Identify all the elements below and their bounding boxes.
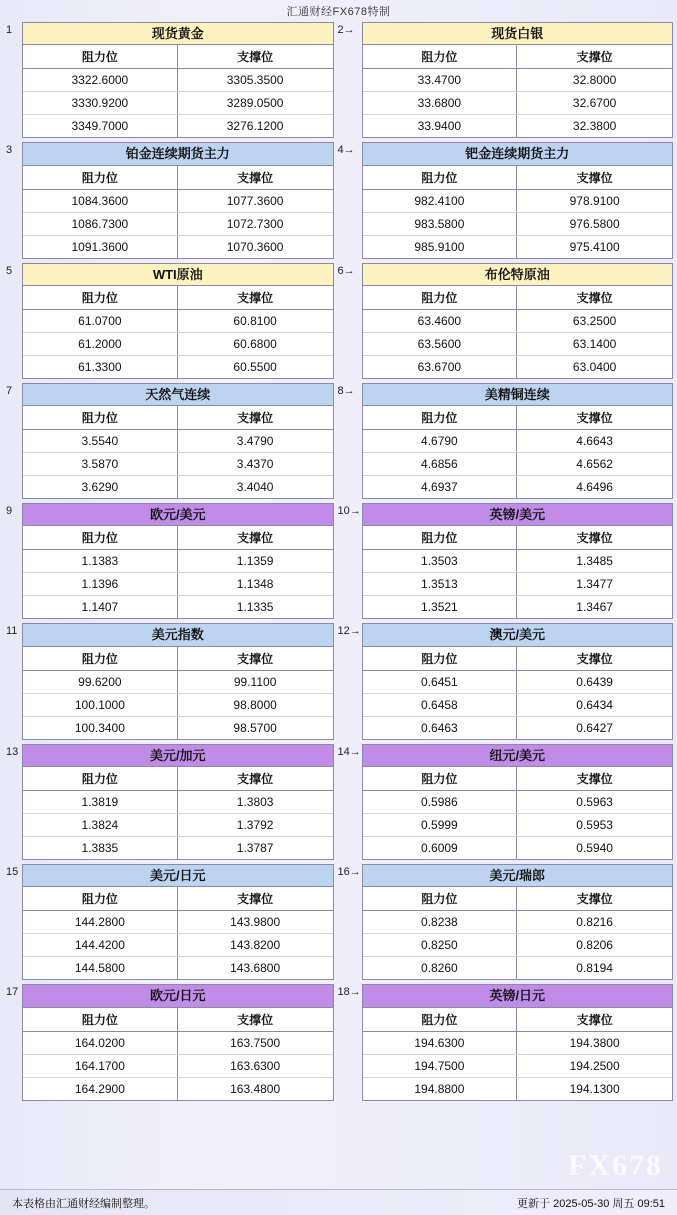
- card-title: 天然气连续: [23, 384, 333, 406]
- resistance-value: 1091.3600: [23, 236, 178, 258]
- card-title: 美元/日元: [23, 865, 333, 887]
- resistance-value: 3330.9200: [23, 92, 178, 114]
- card-title: 现货黄金: [23, 23, 333, 45]
- footer-source-note: 本表格由汇通财经编制整理。: [12, 1197, 155, 1210]
- support-value: 63.1400: [572, 336, 617, 351]
- column-header-support: 支撑位: [237, 170, 274, 185]
- resistance-value: 1.3824: [23, 814, 178, 836]
- table-row: [363, 114, 673, 137]
- resistance-value: 164.1700: [23, 1055, 178, 1077]
- support-value: 1072.7300: [226, 216, 284, 231]
- column-header-support: 支撑位: [237, 772, 274, 787]
- table-row: [363, 310, 673, 332]
- resistance-value: 0.5986: [363, 791, 518, 813]
- column-header-resistance: 阻力位: [23, 166, 178, 189]
- resistance-value: 3.5870: [23, 453, 178, 475]
- support-value: 63.0400: [572, 359, 617, 374]
- support-value: 1.3477: [576, 577, 613, 592]
- table-row: [23, 475, 333, 498]
- card-title: WTI原油: [23, 264, 333, 286]
- resistance-value: 1.1383: [23, 550, 178, 572]
- table-row: [363, 69, 673, 91]
- table-row: [23, 1054, 333, 1077]
- table-row: [23, 452, 333, 475]
- resistance-value: 1.3819: [23, 791, 178, 813]
- resistance-value: 982.4100: [363, 190, 518, 212]
- quote-card: [362, 984, 674, 1100]
- table-row: [363, 791, 673, 813]
- card-title: 现货白银: [363, 23, 673, 45]
- column-header-resistance: 阻力位: [363, 166, 518, 189]
- resistance-value: 194.7500: [363, 1055, 518, 1077]
- resistance-value: 194.6300: [363, 1032, 518, 1054]
- quote-card: [22, 623, 334, 739]
- table-row: [363, 332, 673, 355]
- resistance-value: 0.8260: [363, 957, 518, 979]
- support-value: 0.6427: [576, 720, 613, 735]
- column-header-resistance: 阻力位: [363, 286, 518, 309]
- resistance-value: 3.6290: [23, 476, 178, 498]
- quote-card: [22, 503, 334, 619]
- column-header-resistance: 阻力位: [23, 887, 178, 910]
- column-header-support: 支撑位: [576, 50, 613, 65]
- support-value: 32.8000: [572, 73, 617, 88]
- column-header-support: 支撑位: [576, 772, 613, 787]
- column-header-resistance: 阻力位: [363, 1008, 518, 1031]
- resistance-value: 144.2800: [23, 911, 178, 933]
- column-header-resistance: 阻力位: [23, 406, 178, 429]
- table-row: [23, 693, 333, 716]
- card-title: 钯金连续期货主力: [363, 143, 673, 165]
- resistance-value: 164.0200: [23, 1032, 178, 1054]
- support-value: 4.6643: [576, 434, 613, 449]
- support-value: 98.8000: [233, 697, 277, 712]
- support-value: 1070.3600: [226, 239, 284, 254]
- column-header-support: 支撑位: [576, 651, 613, 666]
- table-row: [363, 91, 673, 114]
- table-row: [23, 836, 333, 859]
- card-title: 欧元/日元: [23, 985, 333, 1007]
- support-value: 3289.0500: [226, 96, 284, 111]
- support-value: 0.8194: [576, 961, 613, 976]
- table-row: [363, 235, 673, 258]
- table-row: [363, 1077, 673, 1100]
- table-row: [23, 114, 333, 137]
- resistance-value: 0.6451: [363, 671, 518, 693]
- table-row: [23, 911, 333, 933]
- support-value: 978.9100: [569, 193, 620, 208]
- quote-card: [362, 744, 674, 860]
- card-title: 英镑/日元: [363, 985, 673, 1007]
- page-header-title: 汇通财经FX678特制: [286, 6, 391, 18]
- resistance-value: 100.3400: [23, 717, 178, 739]
- resistance-value: 33.4700: [363, 69, 518, 91]
- table-row: [363, 595, 673, 618]
- support-value: 976.5800: [569, 216, 620, 231]
- quote-card: [22, 864, 334, 980]
- column-header-resistance: 阻力位: [363, 767, 518, 790]
- column-header-resistance: 阻力位: [23, 647, 178, 670]
- page-footer: [0, 1189, 677, 1215]
- column-header-support: 支撑位: [576, 892, 613, 907]
- card-index: 3: [6, 144, 13, 157]
- resistance-value: 63.6700: [363, 356, 518, 378]
- support-value: 163.4800: [230, 1081, 281, 1096]
- quote-card: [22, 22, 334, 138]
- support-value: 143.6800: [230, 961, 281, 976]
- table-row: [363, 836, 673, 859]
- support-value: 63.2500: [572, 313, 617, 328]
- support-value: 1.3485: [576, 554, 613, 569]
- card-index: 12→: [337, 625, 361, 638]
- support-value: 143.9800: [230, 915, 281, 930]
- column-header-resistance: 阻力位: [363, 45, 518, 68]
- column-header-support: 支撑位: [237, 1012, 274, 1027]
- card-index: 15: [6, 866, 19, 879]
- table-row: [23, 212, 333, 235]
- support-value: 60.6800: [233, 336, 277, 351]
- resistance-value: 0.6009: [363, 837, 518, 859]
- support-value: 3305.3500: [226, 73, 284, 88]
- support-value: 1077.3600: [226, 193, 284, 208]
- column-header-support: 支撑位: [237, 50, 274, 65]
- table-row: [23, 716, 333, 739]
- resistance-value: 3322.6000: [23, 69, 178, 91]
- table-row: [23, 1077, 333, 1100]
- resistance-value: 983.5800: [363, 213, 518, 235]
- table-row: [363, 430, 673, 452]
- card-index: 1: [6, 24, 13, 36]
- resistance-value: 33.6800: [363, 92, 518, 114]
- support-value: 1.1359: [236, 554, 274, 569]
- resistance-value: 33.9400: [363, 115, 518, 137]
- resistance-value: 61.0700: [23, 310, 178, 332]
- resistance-value: 3.5540: [23, 430, 178, 452]
- support-value: 60.5500: [233, 359, 277, 374]
- support-value: 60.8100: [233, 313, 277, 328]
- support-value: 32.6700: [572, 96, 617, 111]
- column-header-resistance: 阻力位: [363, 406, 518, 429]
- resistance-value: 0.5999: [363, 814, 518, 836]
- card-index: 18→: [337, 986, 361, 999]
- card-title: 欧元/美元: [23, 504, 333, 526]
- table-row: [363, 355, 673, 378]
- support-value: 32.3800: [572, 119, 617, 134]
- support-value: 1.3803: [236, 795, 274, 810]
- card-index: 13: [6, 745, 19, 758]
- table-row: [363, 452, 673, 475]
- resistance-value: 0.6463: [363, 717, 518, 739]
- card-title: 铂金连续期货主力: [23, 143, 333, 165]
- table-row: [363, 911, 673, 933]
- support-value: 1.3792: [236, 818, 274, 833]
- table-row: [363, 1054, 673, 1077]
- resistance-value: 144.4200: [23, 934, 178, 956]
- support-value: 975.4100: [569, 239, 620, 254]
- card-title: 英镑/美元: [363, 504, 673, 526]
- table-row: [23, 355, 333, 378]
- resistance-value: 1.3503: [363, 550, 518, 572]
- table-row: [23, 572, 333, 595]
- table-row: [23, 956, 333, 979]
- resistance-value: 1084.3600: [23, 190, 178, 212]
- support-value: 98.5700: [233, 720, 277, 735]
- quote-card: [22, 984, 334, 1100]
- column-header-support: 支撑位: [576, 411, 613, 426]
- card-index: 11: [6, 625, 18, 638]
- card-index: 14→: [337, 745, 361, 758]
- support-value: 4.6562: [576, 457, 613, 472]
- card-index: 9: [6, 505, 13, 518]
- support-value: 1.3467: [576, 600, 613, 615]
- support-value: 194.1300: [569, 1081, 620, 1096]
- resistance-value: 3349.7000: [23, 115, 178, 137]
- resistance-value: 1.1407: [23, 596, 178, 618]
- card-index: 7: [6, 384, 13, 397]
- column-header-resistance: 阻力位: [23, 526, 178, 549]
- table-row: [363, 671, 673, 693]
- resistance-value: 1.3513: [363, 573, 518, 595]
- card-title: 布伦特原油: [363, 264, 673, 286]
- card-index: 17: [6, 986, 19, 999]
- support-value: 163.7500: [230, 1035, 281, 1050]
- support-value: 0.5963: [576, 795, 613, 810]
- resistance-value: 63.4600: [363, 310, 518, 332]
- column-header-support: 支撑位: [576, 290, 613, 305]
- quote-card: [22, 263, 334, 379]
- table-row: [23, 332, 333, 355]
- table-row: [23, 91, 333, 114]
- card-title: 纽元/美元: [363, 745, 673, 767]
- column-header-support: 支撑位: [576, 170, 613, 185]
- resistance-value: 61.2000: [23, 333, 178, 355]
- support-value: 143.8200: [230, 938, 281, 953]
- table-row: [363, 572, 673, 595]
- column-header-support: 支撑位: [237, 290, 274, 305]
- table-row: [363, 190, 673, 212]
- card-title: 美元/加元: [23, 745, 333, 767]
- table-row: [363, 716, 673, 739]
- support-value: 99.1100: [233, 674, 277, 689]
- support-value: 3276.1200: [226, 119, 284, 134]
- column-header-resistance: 阻力位: [23, 1008, 178, 1031]
- watermark: FX678: [568, 1149, 663, 1182]
- quote-card: [22, 744, 334, 860]
- resistance-value: 0.6458: [363, 694, 518, 716]
- support-value: 163.6300: [230, 1058, 281, 1073]
- support-value: 194.3800: [569, 1035, 620, 1050]
- card-index: 2→: [337, 24, 355, 36]
- table-row: [363, 933, 673, 956]
- resistance-value: 4.6790: [363, 430, 518, 452]
- quote-card: [362, 142, 674, 258]
- table-row: [363, 956, 673, 979]
- support-value: 0.8216: [576, 915, 613, 930]
- table-row: [23, 671, 333, 693]
- table-row: [363, 813, 673, 836]
- table-row: [23, 933, 333, 956]
- resistance-value: 0.8238: [363, 911, 518, 933]
- card-title: 美元指数: [23, 624, 333, 646]
- card-index: 5: [6, 264, 13, 277]
- resistance-value: 99.6200: [23, 671, 178, 693]
- support-value: 0.5953: [576, 818, 613, 833]
- table-row: [23, 813, 333, 836]
- table-row: [23, 235, 333, 258]
- table-row: [363, 693, 673, 716]
- quote-card: [362, 623, 674, 739]
- column-header-support: 支撑位: [237, 531, 274, 546]
- table-row: [363, 550, 673, 572]
- quote-card: [362, 263, 674, 379]
- column-header-resistance: 阻力位: [363, 526, 518, 549]
- table-row: [363, 1032, 673, 1054]
- table-row: [363, 212, 673, 235]
- quote-card: [362, 864, 674, 980]
- column-header-resistance: 阻力位: [363, 647, 518, 670]
- card-index: 8→: [337, 384, 355, 397]
- table-row: [23, 550, 333, 572]
- resistance-value: 4.6856: [363, 453, 518, 475]
- resistance-value: 985.9100: [363, 236, 518, 258]
- card-index: 4→: [337, 144, 355, 157]
- support-value: 0.6434: [576, 697, 613, 712]
- support-value: 194.2500: [569, 1058, 620, 1073]
- table-row: [23, 430, 333, 452]
- resistance-value: 1.1396: [23, 573, 178, 595]
- card-title: 澳元/美元: [363, 624, 673, 646]
- column-header-resistance: 阻力位: [23, 45, 178, 68]
- quotes-grid: [0, 22, 677, 1105]
- resistance-value: 194.8800: [363, 1078, 518, 1100]
- resistance-value: 0.8250: [363, 934, 518, 956]
- resistance-value: 144.5800: [23, 957, 178, 979]
- resistance-value: 1.3835: [23, 837, 178, 859]
- table-row: [23, 190, 333, 212]
- support-value: 4.6496: [576, 480, 613, 495]
- card-index: 16→: [337, 866, 361, 879]
- column-header-support: 支撑位: [576, 531, 613, 546]
- column-header-resistance: 阻力位: [363, 887, 518, 910]
- card-index: 6→: [337, 264, 355, 277]
- column-header-support: 支撑位: [237, 411, 274, 426]
- page-header: [0, 0, 677, 22]
- quote-card: [362, 503, 674, 619]
- footer-update-time: 更新于 2025-05-30 周五 09:51: [517, 1197, 665, 1210]
- card-index: 10→: [337, 505, 361, 518]
- quote-card: [362, 383, 674, 499]
- column-header-resistance: 阻力位: [23, 767, 178, 790]
- support-value: 3.4790: [236, 434, 274, 449]
- table-row: [23, 69, 333, 91]
- resistance-value: 1086.7300: [23, 213, 178, 235]
- resistance-value: 164.2900: [23, 1078, 178, 1100]
- quote-card: [22, 142, 334, 258]
- support-value: 1.1335: [236, 600, 274, 615]
- table-row: [23, 791, 333, 813]
- support-value: 3.4370: [236, 457, 274, 472]
- support-value: 1.3787: [236, 841, 274, 856]
- resistance-value: 100.1000: [23, 694, 178, 716]
- resistance-value: 1.3521: [363, 596, 518, 618]
- table-row: [23, 310, 333, 332]
- table-row: [363, 475, 673, 498]
- table-row: [23, 1032, 333, 1054]
- column-header-support: 支撑位: [576, 1012, 613, 1027]
- support-value: 0.6439: [576, 674, 613, 689]
- support-value: 3.4040: [236, 480, 274, 495]
- resistance-value: 4.6937: [363, 476, 518, 498]
- column-header-support: 支撑位: [237, 651, 274, 666]
- column-header-resistance: 阻力位: [23, 286, 178, 309]
- card-title: 美精铜连续: [363, 384, 673, 406]
- column-header-support: 支撑位: [237, 892, 274, 907]
- table-row: [23, 595, 333, 618]
- quote-card: [362, 22, 674, 138]
- support-value: 0.8206: [576, 938, 613, 953]
- resistance-value: 63.5600: [363, 333, 518, 355]
- support-value: 0.5940: [576, 841, 613, 856]
- card-title: 美元/瑞郎: [363, 865, 673, 887]
- quote-card: [22, 383, 334, 499]
- support-value: 1.1348: [236, 577, 274, 592]
- resistance-value: 61.3300: [23, 356, 178, 378]
